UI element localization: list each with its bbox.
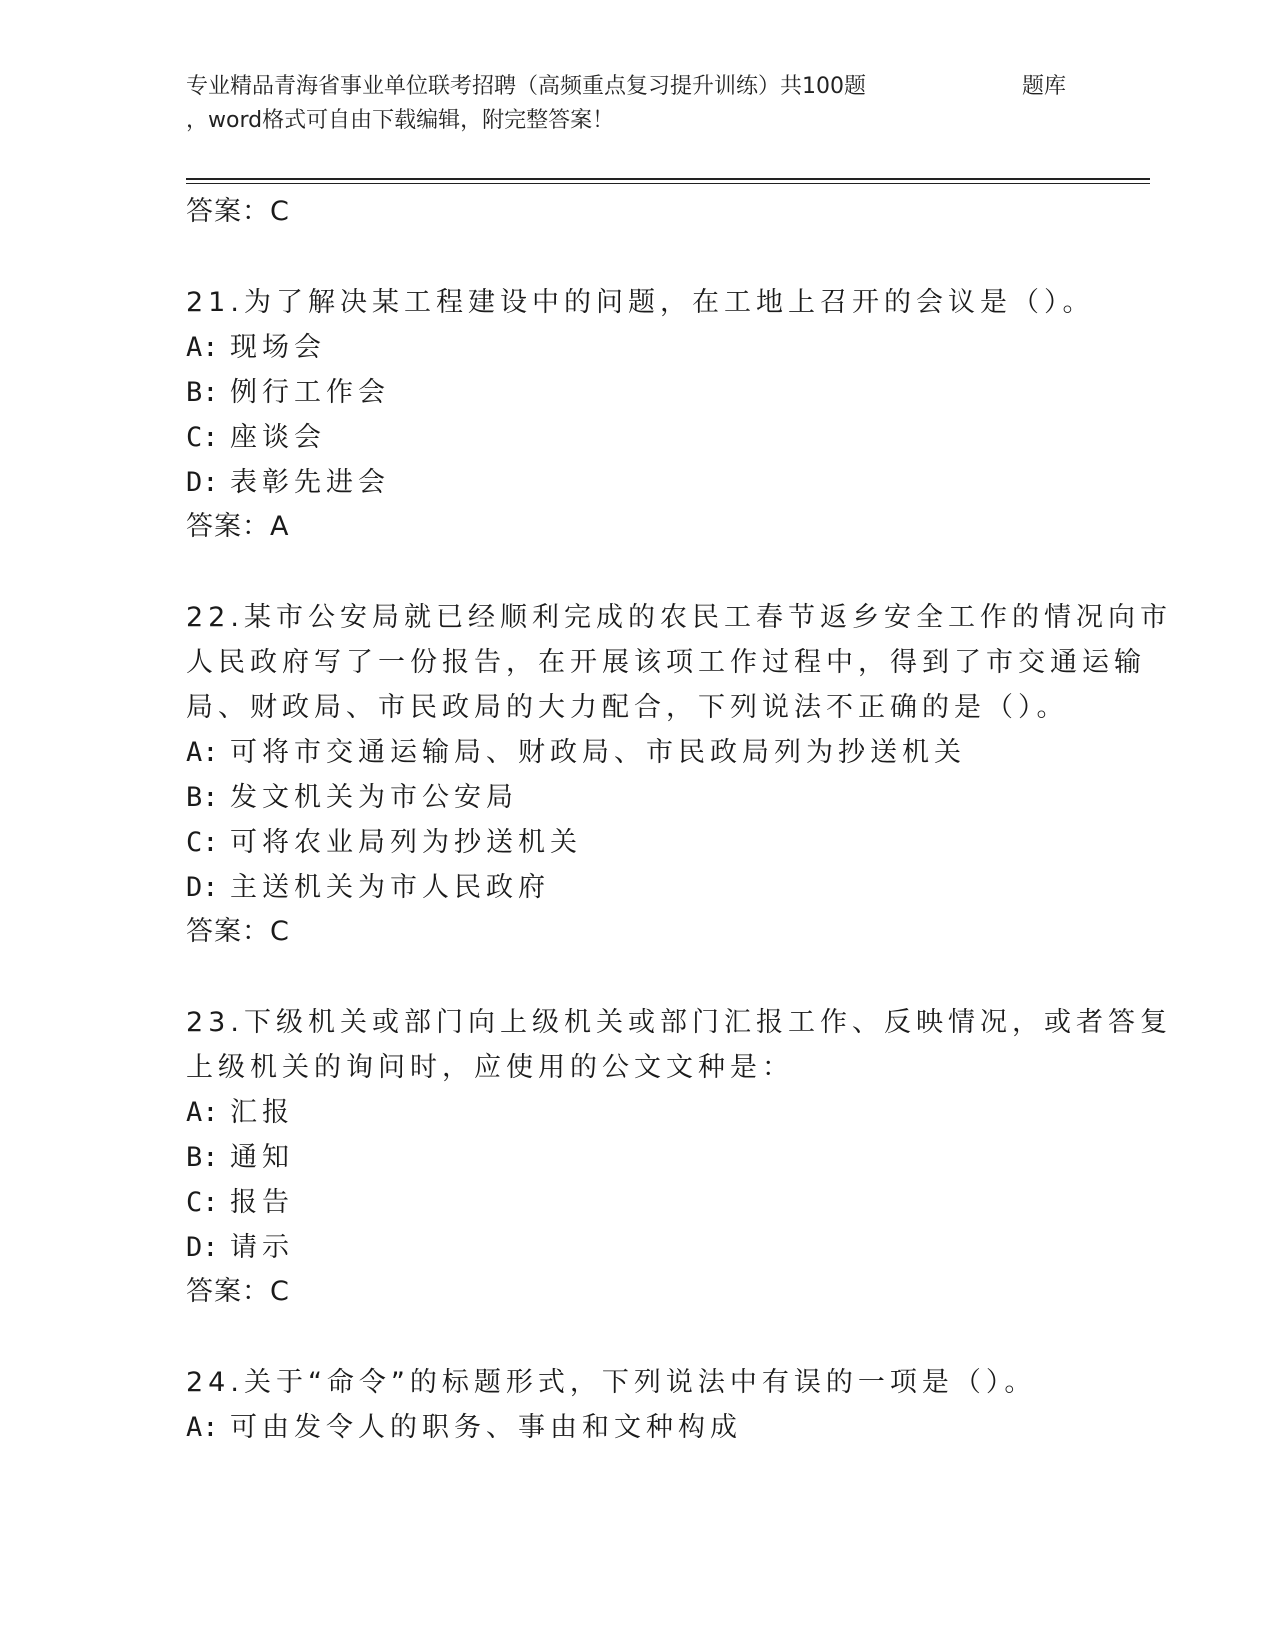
option-key: C: xyxy=(186,827,219,858)
option-key: A: xyxy=(186,1097,219,1128)
option-key: D: xyxy=(186,872,219,903)
option-d xyxy=(186,1225,1086,1270)
option-text: 例行工作会 xyxy=(230,377,390,408)
question-list xyxy=(186,190,1172,1450)
answer-value: C xyxy=(270,916,290,947)
option-key: A: xyxy=(186,1412,219,1443)
header-tag: 题库 xyxy=(1022,74,1067,99)
question-text: 24.关于“命令”的标题形式，下列说法中有误的一项是（）。 xyxy=(186,1367,1037,1398)
answer-label: 答案： xyxy=(186,511,270,542)
option-c xyxy=(186,415,1086,460)
option-key: D: xyxy=(186,467,219,498)
option-text: 可将农业局列为抄送机关 xyxy=(230,827,582,858)
option-key: B: xyxy=(186,1142,219,1173)
option-key: A: xyxy=(186,332,219,363)
option-text: 现场会 xyxy=(230,332,326,363)
answer-value: A xyxy=(270,511,290,542)
question-text: 人民政府写了一份报告，在开展该项工作过程中，得到了市交通运输 xyxy=(186,647,1146,678)
question-text: 局、财政局、市民政局的大力配合，下列说法不正确的是（）。 xyxy=(186,692,1069,723)
option-key: A: xyxy=(186,737,219,768)
question-text: 23.下级机关或部门向上级机关或部门汇报工作、反映情况，或者答复 xyxy=(186,1007,1172,1038)
option-c xyxy=(186,820,1086,865)
option-text: 发文机关为市公安局 xyxy=(230,782,518,813)
answer-line xyxy=(186,910,1086,954)
option-b xyxy=(186,1135,1086,1180)
page-header xyxy=(186,70,1086,138)
option-text: 请示 xyxy=(230,1232,294,1263)
answer-label: 答案： xyxy=(186,916,270,947)
option-a xyxy=(186,1405,1086,1450)
option-key: B: xyxy=(186,782,219,813)
option-text: 可由发令人的职务、事由和文种构成 xyxy=(230,1412,742,1443)
question-block xyxy=(186,595,1172,954)
option-key: C: xyxy=(186,1187,219,1218)
option-text: 表彰先进会 xyxy=(230,467,390,498)
header-rule-thin xyxy=(186,183,1150,184)
option-key: D: xyxy=(186,1232,219,1263)
option-a xyxy=(186,325,1086,370)
option-text: 汇报 xyxy=(230,1097,294,1128)
option-b xyxy=(186,370,1086,415)
question-text: 21.为了解决某工程建设中的问题，在工地上召开的会议是（）。 xyxy=(186,287,1095,318)
option-key: C: xyxy=(186,422,219,453)
option-key: B: xyxy=(186,377,219,408)
question-text: 上级机关的询问时，应使用的公文文种是： xyxy=(186,1052,794,1083)
option-d xyxy=(186,865,1086,910)
option-text: 可将市交通运输局、财政局、市民政局列为抄送机关 xyxy=(230,737,966,768)
header-rule-thick xyxy=(186,178,1150,180)
header-title-line: 专业精品青海省事业单位联考招聘（高频重点复习提升训练）共100题 xyxy=(186,74,866,99)
answer-line xyxy=(186,505,1086,549)
option-text: 座谈会 xyxy=(230,422,326,453)
question-text: 22.某市公安局就已经顺利完成的农民工春节返乡安全工作的情况向市 xyxy=(186,602,1172,633)
question-block xyxy=(186,1000,1172,1314)
option-text: 通知 xyxy=(230,1142,294,1173)
answer-value: C xyxy=(270,1276,290,1307)
answer-label: 答案： xyxy=(186,196,270,227)
answer-line xyxy=(186,190,1086,234)
option-a xyxy=(186,730,1086,775)
option-a xyxy=(186,1090,1086,1135)
answer-label: 答案： xyxy=(186,1276,270,1307)
question-block xyxy=(186,280,1095,549)
header-subtitle-line: ，word格式可自由下载编辑，附完整答案！ xyxy=(186,108,615,133)
option-text: 报告 xyxy=(230,1187,294,1218)
answer-line xyxy=(186,1270,1086,1314)
option-text: 主送机关为市人民政府 xyxy=(230,872,550,903)
option-c xyxy=(186,1180,1086,1225)
question-block xyxy=(186,1360,1086,1450)
option-b xyxy=(186,775,1086,820)
option-d xyxy=(186,460,1086,505)
answer-value: C xyxy=(270,196,290,227)
